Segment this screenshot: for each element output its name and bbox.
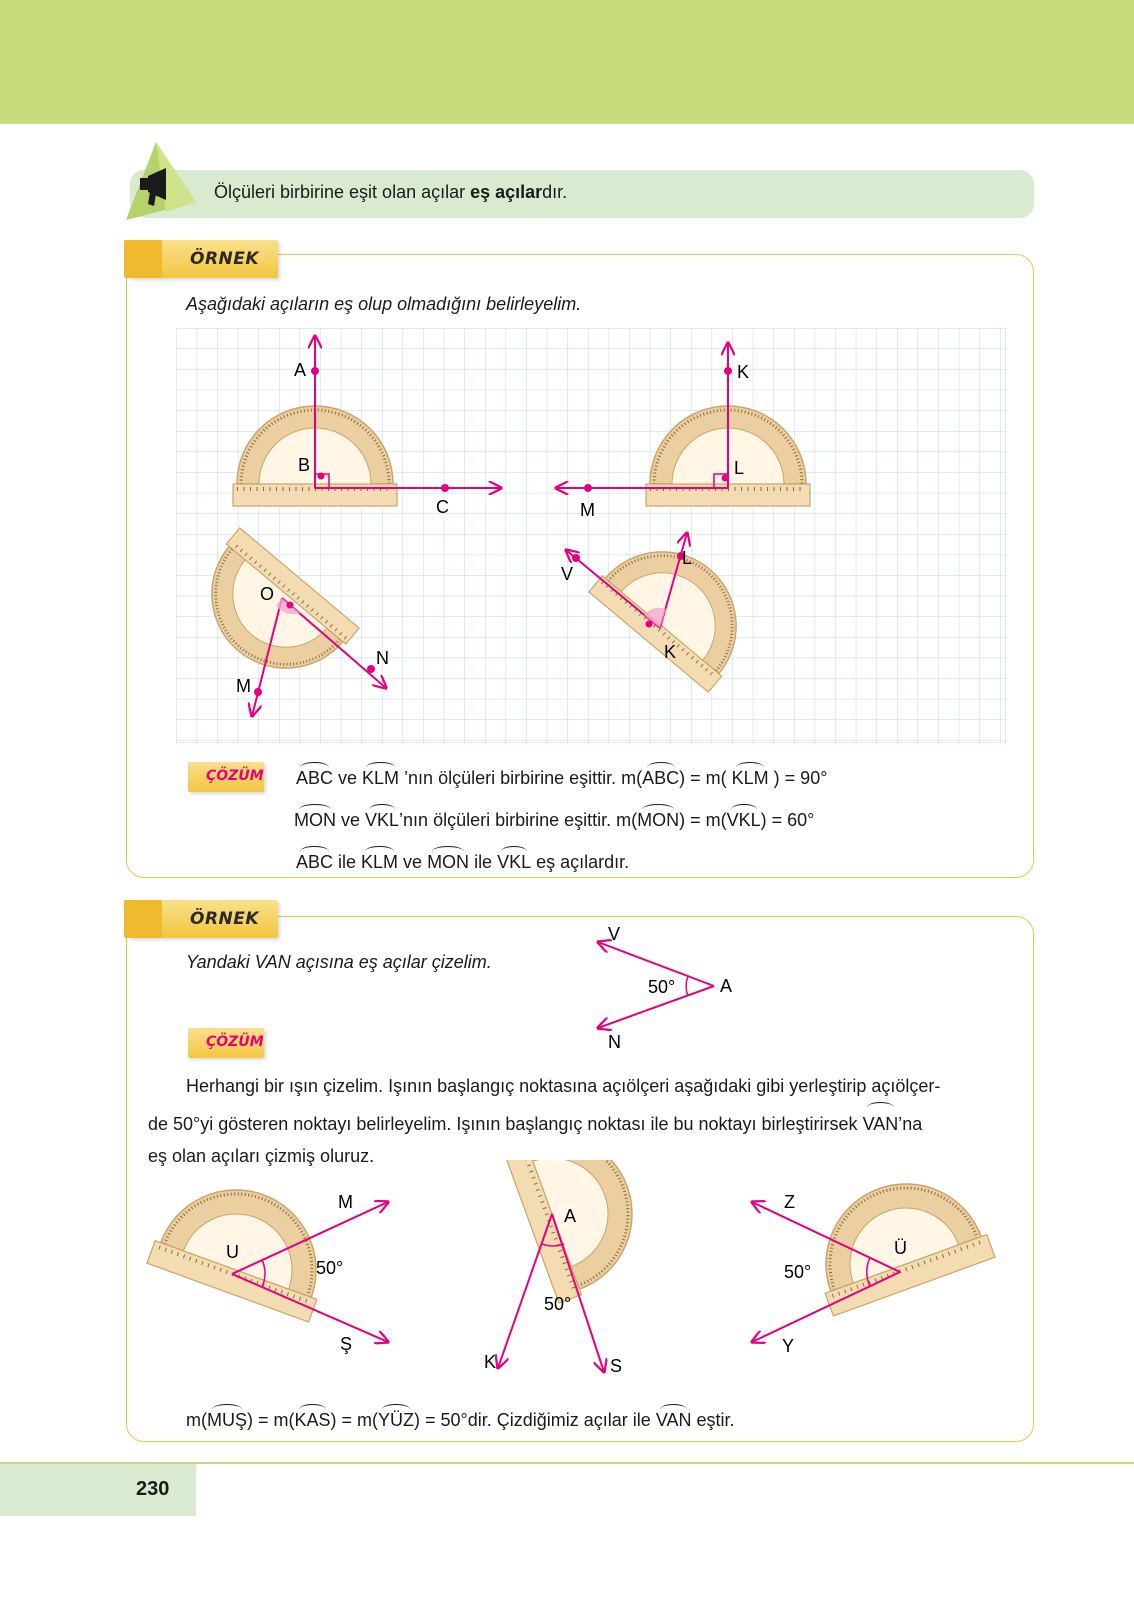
fig-label-k: K	[484, 1352, 497, 1372]
label-l2: L	[682, 548, 693, 568]
example1-tab: ÖRNEK	[128, 240, 278, 278]
fig-label-u: U	[226, 1242, 239, 1262]
label-l: L	[734, 458, 745, 478]
example1-figure	[176, 328, 1006, 743]
example1-solution-tag: ÇÖZÜM	[188, 762, 264, 792]
example2-instruction: Yandaki VAN açısına eş açılar çizelim.	[186, 952, 492, 972]
label-m1: M	[580, 500, 595, 520]
van-angle-figure	[588, 920, 758, 1060]
fig-deg2: 50°	[544, 1294, 572, 1314]
fig-label-m: M	[338, 1192, 353, 1212]
fig-label-s2: S	[610, 1356, 623, 1376]
label-o: O	[260, 584, 275, 604]
van-label-n: N	[608, 1032, 621, 1052]
fig-label-z: Z	[784, 1192, 795, 1212]
label-k: K	[737, 362, 750, 382]
example2-figure	[140, 1160, 1010, 1420]
fig-label-y: Y	[782, 1336, 795, 1356]
page-number: 230	[0, 1464, 196, 1516]
example2-solution-tag: ÇÖZÜM	[188, 1028, 264, 1058]
example1-solution-line2: MON ve VKL’nın ölçüleri birbirine eşittir. m(MON) = m(VKL) = 60°	[294, 804, 814, 831]
fig-label-a: A	[564, 1206, 577, 1226]
label-a: A	[294, 360, 307, 380]
fig-deg1: 50°	[316, 1258, 344, 1278]
van-label-v: V	[608, 924, 621, 944]
example2-paragraph: Herhangi bir ışın çizelim. Işının başlangıç noktasına açıölçeri aşağıdaki gibi yerleştirip açıölçer- de 50°yi gösteren noktayı belirleyelim. Işının başlangıç noktası ile bu noktayı birleştirirsek VAN’na eş olan açıları çizmiş oluruz.	[148, 1076, 941, 1166]
label-v: V	[561, 564, 574, 584]
fig-deg3: 50°	[784, 1262, 812, 1282]
info-text: Ölçüleri birbirine eşit olan açılar eş açılardır.	[214, 182, 568, 202]
top-band	[0, 0, 1134, 124]
label-b: B	[298, 455, 311, 475]
example1-solution-line1: ABC ve KLM ’nın ölçüleri birbirine eşittir. m(ABC) = m( KLM ) = 90°	[296, 762, 827, 789]
van-measure: 50°	[648, 977, 676, 997]
fig-label-s1: Ş	[340, 1334, 353, 1354]
example1-instruction: Aşağıdaki açıların eş olup olmadığını belirleyelim.	[186, 294, 582, 314]
fig-label-u2: Ü	[894, 1238, 907, 1258]
van-label-a: A	[720, 976, 733, 996]
label-n: N	[376, 648, 389, 668]
example1-solution-line3: ABC ile KLM ve MON ile VKL eş açılardır.	[296, 846, 629, 873]
example2-tab: ÖRNEK	[128, 900, 278, 938]
label-c: C	[436, 497, 449, 517]
label-m2: M	[236, 676, 251, 696]
megaphone-icon	[126, 142, 196, 222]
example2-result: m(MUŞ) = m(KAS) = m(YÜZ) = 50°dir. Çizdiğimiz açılar ile VAN eştir.	[186, 1404, 735, 1431]
label-k2: K	[664, 642, 677, 662]
